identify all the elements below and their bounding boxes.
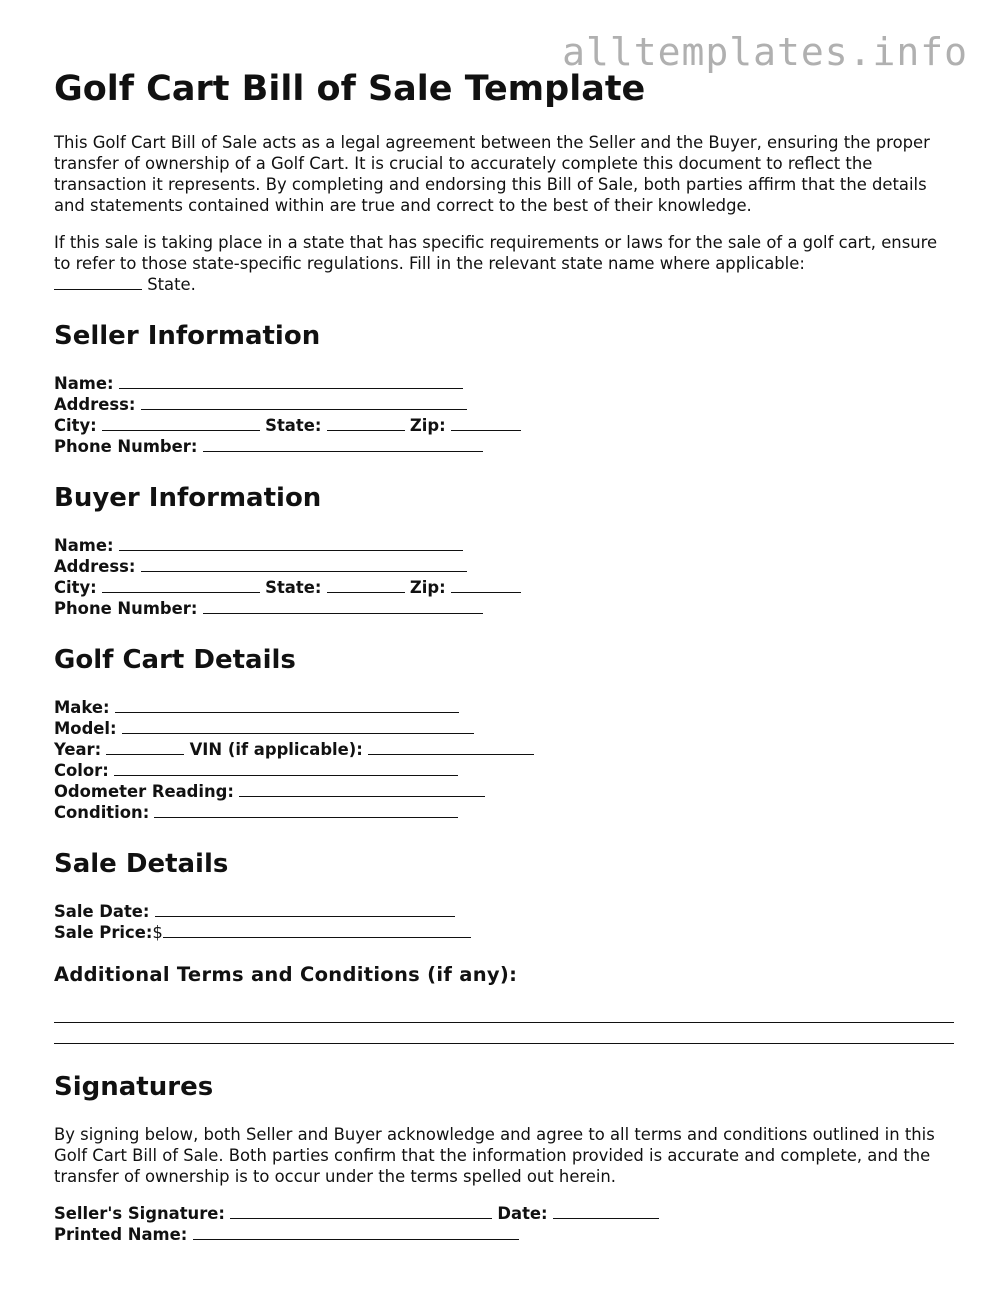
seller-address-field[interactable] (141, 394, 467, 410)
signature-date-label: Date: (497, 1204, 548, 1223)
cart-make-field[interactable] (115, 697, 459, 713)
seller-address-label: Address: (54, 395, 136, 414)
buyer-address-field[interactable] (141, 556, 467, 572)
seller-state-label: State: (265, 416, 322, 435)
cart-condition-field[interactable] (154, 802, 458, 818)
buyer-heading: Buyer Information (54, 483, 322, 513)
sale-date-label: Sale Date: (54, 902, 150, 921)
signatures-heading: Signatures (54, 1072, 214, 1102)
cart-color-row (54, 760, 954, 781)
seller-zip-field[interactable] (451, 415, 521, 431)
buyer-city-label: City: (54, 578, 97, 597)
seller-signature-row (54, 1203, 954, 1224)
printed-name-row (54, 1224, 954, 1245)
cart-model-field[interactable] (122, 718, 474, 734)
sale-price-label: Sale Price: (54, 923, 153, 942)
sale-price-field[interactable] (163, 922, 471, 938)
sale-price-row (54, 922, 954, 943)
buyer-state-label: State: (265, 578, 322, 597)
cart-color-label: Color: (54, 761, 109, 780)
state-name-blank[interactable] (54, 274, 142, 290)
cart-odometer-field[interactable] (239, 781, 485, 797)
buyer-phone-row (54, 598, 954, 619)
cart-condition-label: Condition: (54, 803, 150, 822)
state-suffix: State. (147, 275, 196, 294)
buyer-zip-label: Zip: (409, 578, 446, 597)
cart-model-label: Model: (54, 719, 117, 738)
sale-date-row (54, 901, 954, 922)
cart-make-row (54, 697, 954, 718)
watermark: alltemplates.info (562, 30, 968, 74)
cart-odometer-label: Odometer Reading: (54, 782, 234, 801)
buyer-city-field[interactable] (102, 577, 260, 593)
terms-line-1[interactable] (54, 1002, 954, 1023)
seller-heading: Seller Information (54, 321, 321, 351)
buyer-zip-field[interactable] (451, 577, 521, 593)
seller-phone-label: Phone Number: (54, 437, 198, 456)
buyer-city-row (54, 577, 954, 598)
cart-heading: Golf Cart Details (54, 645, 296, 675)
buyer-address-label: Address: (54, 557, 136, 576)
seller-name-label: Name: (54, 374, 114, 393)
seller-state-field[interactable] (327, 415, 405, 431)
currency-symbol: $ (152, 923, 163, 942)
state-paragraph-text: If this sale is taking place in a state that has specific requirements or laws for the sale of a golf cart, ensure to refer to those state-specific regulations. Fill in the relevant state name where applicable: (54, 233, 938, 273)
seller-phone-row (54, 436, 954, 457)
terms-heading: Additional Terms and Conditions (if any): (54, 963, 518, 986)
sale-heading: Sale Details (54, 849, 229, 879)
buyer-address-row (54, 556, 954, 577)
sale-date-field[interactable] (155, 901, 455, 917)
intro-paragraph: This Golf Cart Bill of Sale acts as a legal agreement between the Seller and the Buyer, ensuring the proper transfer of ownership of a Golf Cart. It is crucial to accurately complete this document to reflect the transaction it represents. By completing and endorsing this Bill of Sale, both parties affirm that the details and statements contained within are true and correct to the best of their knowledge. (54, 133, 930, 215)
cart-year-row (54, 739, 954, 760)
cart-year-label: Year: (54, 740, 102, 759)
buyer-phone-label: Phone Number: (54, 599, 198, 618)
seller-city-label: City: (54, 416, 97, 435)
cart-odometer-row (54, 781, 954, 802)
terms-line-2[interactable] (54, 1023, 954, 1044)
seller-zip-label: Zip: (409, 416, 446, 435)
document-page (54, 66, 954, 1245)
seller-signature-field[interactable] (230, 1203, 492, 1219)
seller-name-row (54, 373, 954, 394)
buyer-name-label: Name: (54, 536, 114, 555)
seller-city-field[interactable] (102, 415, 260, 431)
cart-vin-field[interactable] (368, 739, 534, 755)
buyer-state-field[interactable] (327, 577, 405, 593)
state-paragraph (54, 232, 954, 295)
page-title: Golf Cart Bill of Sale Template (54, 69, 646, 109)
printed-name-field[interactable] (193, 1224, 519, 1240)
cart-condition-row (54, 802, 954, 823)
buyer-name-field[interactable] (119, 535, 463, 551)
cart-model-row (54, 718, 954, 739)
buyer-name-row (54, 535, 954, 556)
cart-vin-label: VIN (if applicable): (189, 740, 363, 759)
printed-name-label: Printed Name: (54, 1225, 188, 1244)
signature-date-field[interactable] (553, 1203, 659, 1219)
seller-address-row (54, 394, 954, 415)
buyer-phone-field[interactable] (203, 598, 483, 614)
seller-phone-field[interactable] (203, 436, 483, 452)
cart-year-field[interactable] (106, 739, 184, 755)
seller-name-field[interactable] (119, 373, 463, 389)
cart-make-label: Make: (54, 698, 110, 717)
cart-color-field[interactable] (114, 760, 458, 776)
seller-city-row (54, 415, 954, 436)
signatures-paragraph: By signing below, both Seller and Buyer acknowledge and agree to all terms and conditions outlined in this Golf Cart Bill of Sale. Both parties confirm that the information provided is accurate and complete, and the transfer of ownership is to occur under the terms spelled out herein. (54, 1125, 935, 1186)
seller-signature-label: Seller's Signature: (54, 1204, 225, 1223)
